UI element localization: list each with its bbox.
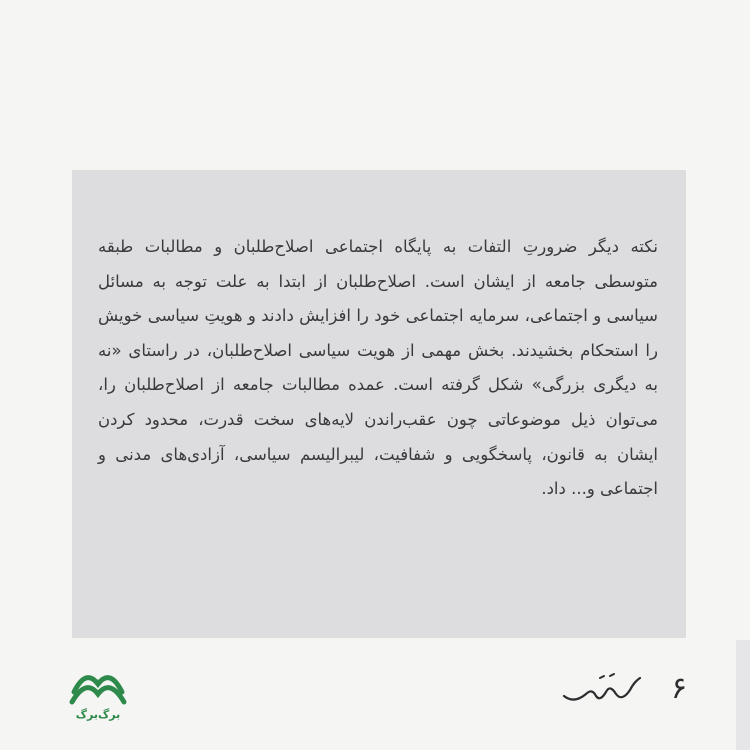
page-edge-strip [736,640,750,750]
shargh-signature-logo [560,666,646,710]
article-body: نکته دیگر ضرورتِ التفات به پایگاه اجتماعی اصلاح‌طلبان و مطالبات طبقه متوسطی جامعه از ایشان است. اصلاح‌طلبان از ابتدا به علت توجه به مسائل سیاسی و اجتماعی، سرمایه اجتماعی خود را افزایش دادند و هویتِ سیاسی خویش را استحکام بخشیدند. بخش مهمی از هویت سیاسی اصلاح‌طلبان، در راستای «نه به دیگری بزرگی» شکل گرفته است. عمده مطالبات جامعه از اصلاح‌طلبان را، می‌توان ذیل موضوعاتی چون عقب‌راندن لایه‌های سخت قدرت، محدود کردن ایشان به قانون، پاسخگویی و شفافیت، لیبرالیسم سیاسی، آزادی‌های مدنی و اجتماعی و... داد. [98,237,658,499]
logo-text: برگ‌برگ [75,708,121,721]
page-number: ۶ [670,671,688,706]
